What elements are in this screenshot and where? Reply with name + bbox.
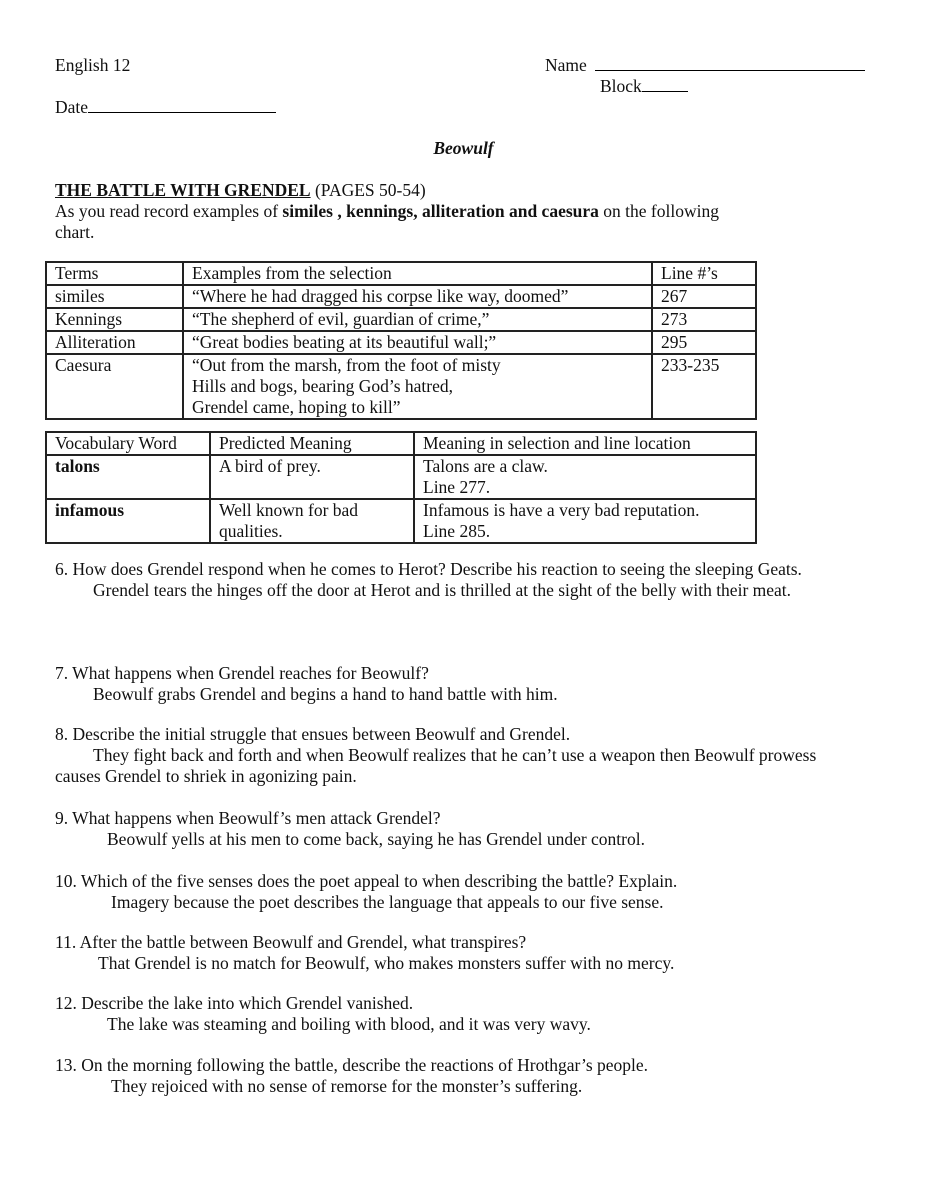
page-title: Beowulf	[433, 138, 494, 158]
question-answer: Grendel tears the hinges off the door at Herot and is thrilled at the sight of the belly with their meat.	[93, 580, 792, 600]
date-blank[interactable]	[88, 97, 276, 113]
question-prompt: 7. What happens when Grendel reaches for Beowulf?	[55, 663, 429, 683]
question-answer: They rejoiced with no sense of remorse for the monster’s suffering.	[111, 1076, 583, 1096]
line-cell: 295	[652, 331, 756, 354]
question-prompt: 10. Which of the five senses does the poet appeal to when describing the battle? Explain.	[55, 871, 678, 891]
question-10	[55, 871, 855, 913]
instructions	[55, 201, 719, 222]
table-row	[46, 499, 756, 543]
example-cell: “Where he had dragged his corpse like way, doomed”	[183, 285, 652, 308]
question-13	[55, 1055, 855, 1097]
table-row	[46, 354, 756, 419]
section-heading-title: THE BATTLE WITH GRENDEL	[55, 180, 311, 200]
course-label: English 12	[55, 55, 131, 75]
question-prompt: 13. On the morning following the battle, describe the reactions of Hrothgar’s people.	[55, 1055, 649, 1075]
vocab-header-word: Vocabulary Word	[46, 432, 210, 455]
meaning-cell: Talons are a claw. Line 277.	[414, 455, 756, 499]
block-field	[600, 76, 688, 97]
terms-header-line: Line #’s	[652, 262, 756, 285]
table-row	[46, 331, 756, 354]
question-prompt: 9. What happens when Beowulf’s men attack Grendel?	[55, 808, 441, 828]
table-row	[46, 455, 756, 499]
vocab-word-cell: talons	[46, 455, 210, 499]
question-9	[55, 808, 855, 850]
vocab-header-predicted: Predicted Meaning	[210, 432, 414, 455]
example-cell: “The shepherd of evil, guardian of crime,”	[183, 308, 652, 331]
name-blank[interactable]	[595, 55, 865, 71]
terms-header-examples: Examples from the selection	[183, 262, 652, 285]
question-8	[55, 724, 855, 787]
block-label: Block	[600, 76, 642, 96]
meaning-cell: Infamous is have a very bad reputation. Line 285.	[414, 499, 756, 543]
question-6	[55, 559, 855, 601]
date-label: Date	[55, 97, 89, 117]
instructions-line-2: chart.	[55, 222, 95, 242]
question-answer: That Grendel is no match for Beowulf, who makes monsters suffer with no mercy.	[98, 953, 675, 973]
name-label: Name	[545, 55, 587, 75]
instructions-bold: similes , kennings, alliteration and caesura	[282, 201, 599, 221]
example-cell: “Great bodies beating at its beautiful wall;”	[183, 331, 652, 354]
date-field	[55, 97, 276, 118]
vocab-word-cell: infamous	[46, 499, 210, 543]
example-cell: “Out from the marsh, from the foot of misty Hills and bogs, bearing God’s hatred, Grendel came, hoping to kill”	[183, 354, 652, 419]
predicted-cell: Well known for bad qualities.	[210, 499, 414, 543]
question-12	[55, 993, 855, 1035]
term-cell: similes	[46, 285, 183, 308]
instructions-text-2: on the following	[598, 201, 719, 221]
question-prompt: 11. After the battle between Beowulf and Grendel, what transpires?	[55, 932, 527, 952]
line-cell: 273	[652, 308, 756, 331]
table-row	[46, 285, 756, 308]
question-answer: They fight back and forth and when Beowulf realizes that he can’t use a weapon then Beowulf prowess causes Grendel to shriek in agonizing pain.	[55, 745, 817, 786]
question-7	[55, 663, 855, 705]
line-cell: 267	[652, 285, 756, 308]
question-prompt: 8. Describe the initial struggle that ensues between Beowulf and Grendel.	[55, 724, 571, 744]
term-cell: Alliteration	[46, 331, 183, 354]
section-heading	[55, 180, 426, 201]
instructions-text-1: As you read record examples of	[55, 201, 283, 221]
vocab-header-meaning: Meaning in selection and line location	[414, 432, 756, 455]
block-blank[interactable]	[642, 76, 688, 92]
terms-table	[45, 261, 757, 420]
terms-table-header-row	[46, 262, 756, 285]
question-prompt: 12. Describe the lake into which Grendel vanished.	[55, 993, 414, 1013]
section-heading-pages: (PAGES 50-54)	[310, 180, 426, 200]
terms-header-terms: Terms	[46, 262, 183, 285]
term-cell: Kennings	[46, 308, 183, 331]
table-row	[46, 308, 756, 331]
vocab-table	[45, 431, 757, 544]
name-field	[545, 55, 865, 76]
question-answer: The lake was steaming and boiling with blood, and it was very wavy.	[107, 1014, 591, 1034]
vocab-table-header-row	[46, 432, 756, 455]
line-cell: 233-235	[652, 354, 756, 419]
term-cell: Caesura	[46, 354, 183, 419]
predicted-cell: A bird of prey.	[210, 455, 414, 499]
question-answer: Beowulf grabs Grendel and begins a hand to hand battle with him.	[93, 684, 558, 704]
question-answer: Beowulf yells at his men to come back, saying he has Grendel under control.	[107, 829, 645, 849]
question-answer: Imagery because the poet describes the language that appeals to our five sense.	[111, 892, 664, 912]
question-11	[55, 932, 855, 974]
question-prompt: 6. How does Grendel respond when he comes to Herot? Describe his reaction to seeing the sleeping Geats.	[55, 559, 802, 579]
